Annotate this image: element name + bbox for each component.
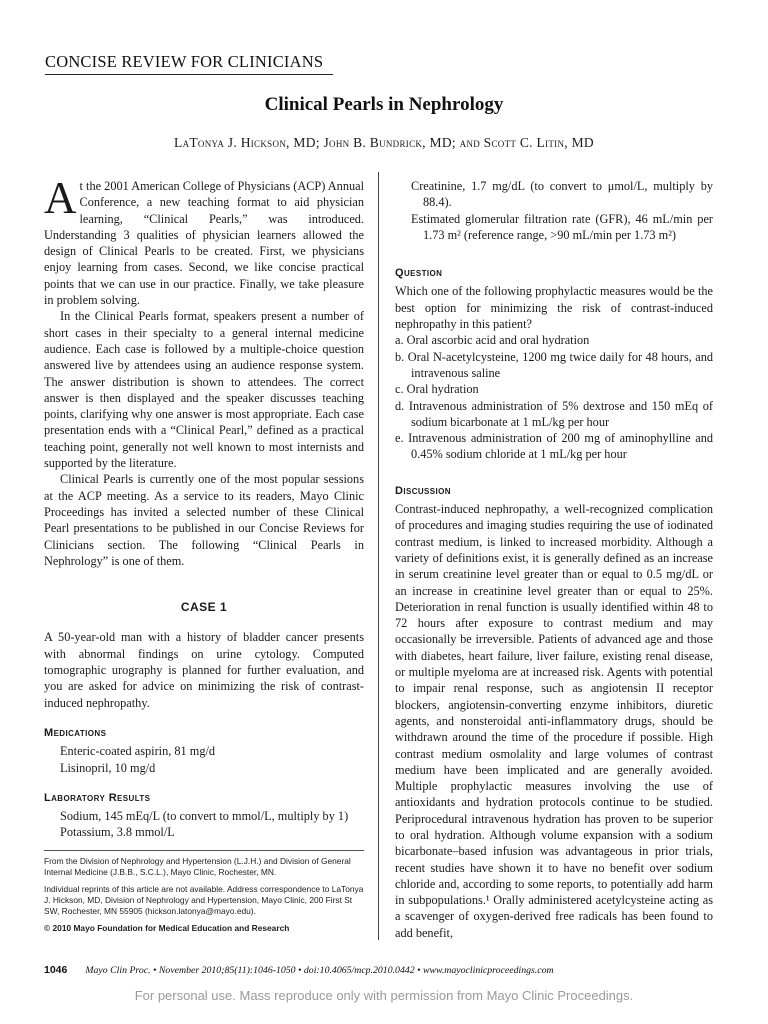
right-column: [395, 178, 713, 941]
answer-option: e. Intravenous administration of 200 mg of aminophylline and 0.45% sodium chloride at 1 mL/kg per hour: [395, 431, 713, 462]
page-number: 1046: [44, 964, 68, 976]
intro-paragraph-1: At the 2001 American College of Physicians (ACP) Annual Conference, a new teaching format to aid physician learning, “Clinical Pearls,” was introduced. Understanding 3 qualities of physician learners allowed the design of Clinical Pearls to be created. First, we physicians enjoy learning from cases. Second, we like concise practical points that we can use in our practice. Finally, we take pleasure in problem solving.: [44, 173, 364, 308]
answer-option: a. Oral ascorbic acid and oral hydration: [395, 333, 590, 348]
discussion-heading: Discussion: [395, 484, 451, 497]
section-header-rule: [45, 74, 333, 75]
drop-cap: A: [44, 173, 77, 223]
left-column: [44, 173, 364, 841]
lab-item: Potassium, 3.8 mmol/L: [60, 825, 175, 840]
reproduction-notice: For personal use. Mass reproduce only with permission from Mayo Clinic Proceedings.: [134, 988, 634, 1003]
medication-item: Enteric-coated aspirin, 81 mg/d: [60, 744, 216, 759]
article-title: Clinical Pearls in Nephrology: [264, 94, 504, 115]
question-heading: Question: [395, 267, 443, 280]
case-heading: CASE 1: [180, 600, 228, 615]
intro-paragraph-2: In the Clinical Pearls format, speakers present a number of short cases in their specialty to a general internal medicine audience. Each case is followed by a multiple-choice question answered live by attendees using an audience response system. The answer distribution is shown to attendees. The correct answer is then displayed and the speaker discusses teaching points, clarifying why one answer is most appropriate. Each case presentation ends with a “Clinical Pearl,” defined as a practical teaching point, generally not well known to most internists and supported by the literature.: [44, 309, 364, 471]
answer-option: b. Oral N-acetylcysteine, 1200 mg twice daily for 48 hours, and intravenous saline: [395, 349, 713, 380]
lab-item: Estimated glomerular filtration rate (GFR), 46 mL/min per 1.73 m² (reference range, >90 mL/min per 1.73 m²): [411, 211, 713, 242]
footnote-rule: [44, 850, 364, 851]
lab-item: Sodium, 145 mEq/L (to convert to mmol/L, multiply by 1): [60, 809, 349, 824]
discussion-text: Contrast-induced nephropathy, a well-recognized complication of procedures and imaging studies requiring the use of iodinated contrast medium, is linked to increased morbidity. Although a variety of definitions exist, it is generally defined as an increase in serum creatinine level greater than or equal to 0.5 mg/dL or an increase in creatinine level greater than or equal to 25%. Deterioration in renal function is usually identified within 48 to 72 hours after exposure to contrast medium and may occasionally be irreversible. Patients of advanced age and those with diabetes, heart failure, liver failure, existing renal disease, or multiple myeloma are at increased risk. Agents with potential to impair renal response, such as angiotensin II receptor blockers, angiotensin-converting enzyme inhibitors, diuretic agents, and nonsteroidal anti-inflammatory drugs, should be withdrawn around the time of the procedure if possible. High contrast medium osmolality and large volumes of contrast medium have been implicated and are generally avoided. Multiple prophylactic measures involving the use of antioxidants and hydration protocols continue to be studied. Periprocedural intravenous hydration has proven to be superior to oral hydration. Although volume expansion with a sodium bicarbonate–based infusion was advantageous in prior trials, recent studies have shown it to have no benefit over sodium chloride and, according to some reports, to potentially add harm in subpopulations.¹ Orally administered acetylcysteine acting as a scavenger of oxygen-derived free radicals has been found to add benefit,: [395, 502, 713, 940]
column-divider: [378, 172, 379, 940]
intro-paragraph-3: Clinical Pearls is currently one of the most popular sessions at the ACP meeting. As a service to its readers, Mayo Clinic Proceedings has invited a selected number of these Clinical Pearl presentations to be published in our Concise Reviews for Clinicians section. The following “Clinical Pearls in Nephrology” is one of them.: [44, 472, 364, 568]
medications-heading: Medications: [44, 726, 107, 739]
author-line: LaTonya J. Hickson, MD; John B. Bundrick, MD; and Scott C. Litin, MD: [174, 135, 594, 150]
lab-item: Creatinine, 1.7 mg/dL (to convert to μmol/L, multiply by 88.4).: [411, 179, 713, 210]
citation-line: Mayo Clin Proc. • November 2010;85(11):1046-1050 • doi:10.4065/mcp.2010.0442 • www.mayoclinicproceedings.com: [85, 965, 554, 976]
footnote-reprints: Individual reprints of this article are not available. Address correspondence to LaTonya J. Hickson, MD, Division of Nephrology and Hypertension, Mayo Clinic, 200 First St SW, Rochester, MN 55905 (hickson.latonya@mayo.edu).: [44, 884, 364, 916]
case-text: A 50-year-old man with a history of bladder cancer presents with abnormal findings on urine cytology. Computed tomographic urography is planned for further evaluation, and you are asked for advice on minimizing the risk of contrast-induced nephropathy.: [44, 630, 364, 710]
answer-options: [395, 332, 713, 462]
answer-option: d. Intravenous administration of 5% dextrose and 150 mEq of sodium bicarbonate at 1 mL/kg per hour: [395, 398, 713, 429]
section-header: CONCISE REVIEW FOR CLINICIANS: [45, 52, 324, 71]
medication-item: Lisinopril, 10 mg/d: [60, 760, 156, 775]
footnote-block: [44, 856, 366, 940]
footnote-affiliation: From the Division of Nephrology and Hypertension (L.J.H.) and Division of General Internal Medicine (J.B.B., S.C.L.), Mayo Clinic, Rochester, MN.: [44, 856, 351, 877]
answer-option: c. Oral hydration: [395, 382, 479, 397]
lab-results-heading: Laboratory Results: [44, 791, 151, 804]
question-stem: Which one of the following prophylactic measures would be the best option for minimizing the risk of contrast-induced nephropathy in this patient?: [395, 284, 713, 332]
footnote-copyright: © 2010 Mayo Foundation for Medical Education and Research: [44, 923, 290, 933]
page-footer: [44, 964, 554, 976]
